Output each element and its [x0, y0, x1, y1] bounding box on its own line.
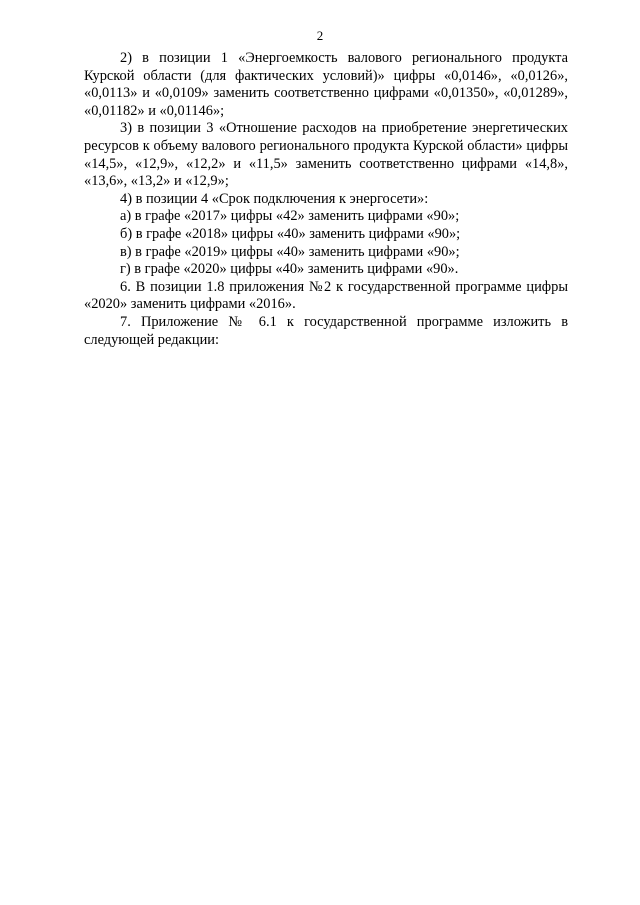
paragraph-item-3-energy-expenses: 3) в позиции 3 «Отношение расходов на приобретение энергетических ресурсов к объему валового регионального продукта Курской области» цифры «14,5», «12,9», «12,2» и «11,5» заменить соответственно цифрами «14,8», «13,6», «13,2» и «12,9»;	[84, 120, 568, 190]
paragraph-item-4-connection-term: 4) в позиции 4 «Срок подключения к энергосети»:	[120, 190, 429, 207]
paragraph-subitem-g-2020: г) в графе «2020» цифры «40» заменить цифрами «90».	[120, 261, 459, 278]
paragraph-subitem-b-2018: б) в графе «2018» цифры «40» заменить цифрами «90»;	[120, 225, 461, 242]
paragraph-subitem-v-2019: в) в графе «2019» цифры «40» заменить цифрами «90»;	[120, 243, 460, 260]
paragraph-item-6-appendix-2: 6. В позиции 1.8 приложения №2 к государственной программе цифры «2020» заменить цифрами «2016».	[84, 278, 568, 313]
paragraph-item-2-energy-intensity: 2) в позиции 1 «Энергоемкость валового регионального продукта Курской области (для фактических условий)» цифры «0,0146», «0,0126», «0,0113» и «0,0109» заменить соответственно цифрами «0,01350», «0,01289», «0,01182» и «0,01146»;	[84, 50, 568, 119]
paragraph-subitem-a-2017: а) в графе «2017» цифры «42» заменить цифрами «90»;	[120, 208, 460, 225]
paragraph-item-7-appendix-6-1: 7. Приложение № 6.1 к государственной программе изложить в следующей редакции:	[84, 313, 568, 348]
document-body	[84, 50, 568, 349]
page-number: 2	[316, 28, 324, 43]
